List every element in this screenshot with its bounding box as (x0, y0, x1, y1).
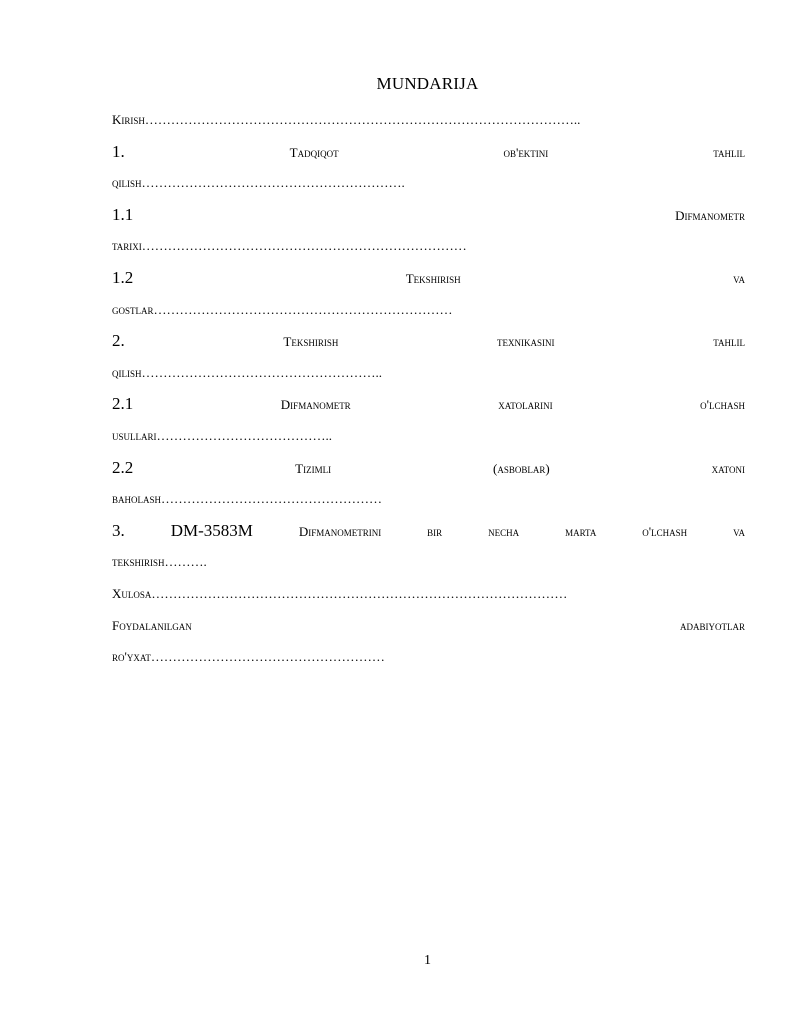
page-title: MUNDARIJA (376, 74, 479, 93)
toc-word: tahlil (713, 144, 745, 160)
toc-word: bir (427, 523, 443, 539)
toc-entry-label: Xulosa (112, 585, 152, 601)
page-number: 1 (424, 953, 431, 968)
toc-word: o'lchash (700, 397, 745, 413)
toc-entry-label: usullari (112, 427, 157, 443)
toc-word: Tizimli (295, 460, 332, 476)
toc-entry-label: tekshirish (112, 554, 165, 570)
toc-line (112, 104, 745, 136)
toc-leader-dots: ……………………………………………………………………………………….. (144, 112, 581, 127)
toc-word: DM-3583M (170, 520, 253, 540)
toc-word: Tadqiqot (289, 144, 339, 160)
toc-line (112, 357, 745, 389)
toc-word: xatolarini (498, 397, 553, 413)
toc-word: 2.1 (112, 394, 134, 414)
toc-line (112, 262, 745, 294)
toc-leader-dots: …………………………………………… (161, 491, 383, 507)
toc-entry-label: qilish (112, 364, 142, 380)
toc-line (112, 325, 745, 357)
toc-word: texnikasini (497, 334, 555, 350)
toc-entry-label: qilish (112, 175, 142, 191)
toc-leader-dots: …………………………………………………………………………………… (151, 585, 568, 601)
toc-entry-label: Kirish (112, 112, 145, 127)
toc-line (112, 136, 745, 168)
toc-word: 2.2 (112, 457, 134, 477)
toc-word: 1. (112, 141, 125, 161)
toc-word: xatoni (711, 460, 745, 476)
toc-word: 3. (112, 520, 125, 540)
toc-word: Tekshirish (283, 334, 339, 350)
toc-word: Foydalanilgan (112, 617, 192, 633)
toc-word: ob'ektini (503, 144, 549, 160)
toc-line (112, 294, 745, 326)
toc-line (112, 167, 745, 199)
toc-word: 1.2 (112, 267, 134, 287)
toc-leader-dots: ………………………………………………………………… (141, 238, 467, 254)
toc-line (112, 199, 745, 231)
toc-word: adabiyotlar (680, 617, 745, 633)
toc-entry-label: gostlar (112, 301, 154, 317)
toc-entry-label: baholash (112, 491, 162, 507)
toc-leader-dots: ……………………………………………… (150, 649, 385, 665)
toc-word: va (733, 270, 745, 286)
toc-word: Tekshirish (405, 270, 461, 286)
toc-word: 2. (112, 331, 125, 351)
toc-leader-dots: ………………………………….. (156, 427, 332, 443)
toc-word: (asboblar) (493, 460, 550, 476)
toc-word: Difmanometr (675, 207, 745, 223)
toc-word: marta (565, 523, 597, 539)
toc-line (112, 546, 745, 578)
toc-word: o'lchash (642, 523, 688, 539)
toc-leader-dots: ……………………………………………………. (141, 175, 405, 191)
toc-line (112, 483, 745, 515)
toc-leader-dots: ……………………………………………….. (141, 364, 382, 380)
toc-line (112, 230, 745, 262)
toc-word: Difmanometr (280, 397, 351, 413)
toc-leader-dots: ………. (164, 554, 207, 570)
toc-line (112, 578, 745, 610)
table-of-contents (112, 104, 745, 673)
toc-word: 1.1 (112, 204, 134, 224)
toc-entry-label: ro'yxat (112, 649, 151, 665)
toc-word: tahlil (713, 334, 745, 350)
toc-word: Difmanometrini (298, 523, 382, 539)
toc-leader-dots: …………………………………………………………… (153, 301, 453, 317)
toc-word: va (733, 523, 745, 539)
toc-word: necha (488, 523, 520, 539)
toc-entry-label: tarixi (112, 238, 142, 254)
toc-line (112, 420, 745, 452)
toc-line (112, 452, 745, 484)
toc-line (112, 388, 745, 420)
toc-line (112, 641, 745, 673)
toc-line (112, 610, 745, 642)
toc-line (112, 515, 745, 547)
